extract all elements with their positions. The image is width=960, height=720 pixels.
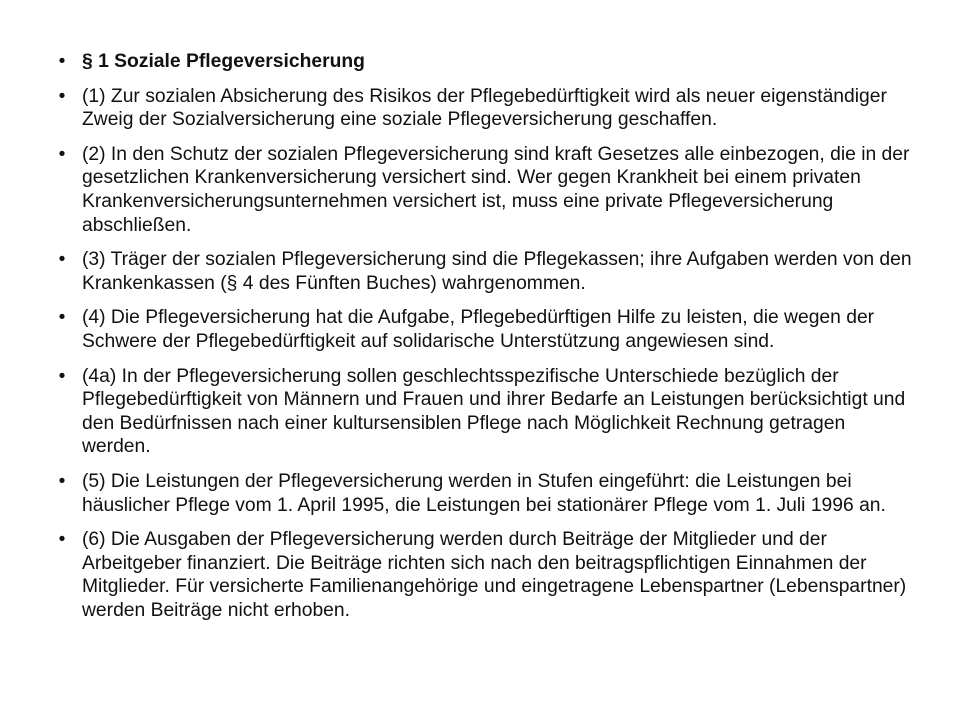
- paragraph-text: (4) Die Pflegeversicherung hat die Aufgabe, Pflegebedürftigen Hilfe zu leisten, die wegen der Schwere der Pflegebedürftigkeit auf solidarische Unterstützung angewiesen sind.: [82, 307, 875, 352]
- bullet-item-paragraph-2: [56, 143, 916, 237]
- bullet-item-paragraph-3: [56, 248, 916, 295]
- paragraph-text: (6) Die Ausgaben der Pflegeversicherung werden durch Beiträge der Mitglieder und der Arbeitgeber finanziert. Die Beiträge richten sich nach den beitragspflichtigen Einnahmen der Mitglieder. Für versicherte Familienangehörige und eingetragene Lebenspartner (Lebenspartner) werden Beiträge nicht erhoben.: [82, 529, 907, 621]
- bullet-icon: •: [58, 529, 66, 551]
- bullet-item-paragraph-4: [56, 306, 916, 353]
- bullet-icon: •: [58, 249, 66, 271]
- paragraph-text: (5) Die Leistungen der Pflegeversicherung werden in Stufen eingeführt: die Leistungen bei häuslicher Pflege vom 1. April 1995, die Leistungen bei stationärer Pflege vom 1. Juli 1996 an.: [82, 470, 886, 516]
- bullet-item-paragraph-5: [56, 470, 916, 517]
- bullet-list: [56, 50, 916, 633]
- section-heading: § 1 Soziale Pflegeversicherung: [82, 51, 365, 72]
- paragraph-text: (1) Zur sozialen Absicherung des Risikos der Pflegebedürftigkeit wird als neuer eigenständiger Zweig der Sozialversicherung eine soziale Pflegeversicherung geschaffen.: [82, 85, 887, 131]
- bullet-item-paragraph-1: [56, 85, 916, 132]
- bullet-icon: •: [58, 365, 66, 387]
- bullet-item-paragraph-4a: [56, 365, 916, 459]
- paragraph-text: (3) Träger der sozialen Pflegeversicherung sind die Pflegekassen; ihre Aufgaben werden von den Krankenkassen (§ 4 des Fünften Buches) wahrgenommen.: [82, 249, 912, 294]
- bullet-item-heading: [56, 50, 916, 74]
- paragraph-text: (2) In den Schutz der sozialen Pflegeversicherung sind kraft Gesetzes alle einbezogen, die in der gesetzlichen Krankenversicherung versichert sind. Wer gegen Krankheit bei einem privaten Krankenversicherungsunternehmen versichert ist, muss eine private Pflegeversicherung abschließen.: [82, 143, 910, 236]
- bullet-icon: •: [58, 51, 66, 72]
- bullet-item-paragraph-6: [56, 528, 916, 622]
- bullet-icon: •: [58, 143, 66, 165]
- bullet-icon: •: [58, 307, 66, 329]
- bullet-icon: •: [58, 470, 66, 492]
- bullet-icon: •: [58, 85, 66, 107]
- paragraph-text: (4a) In der Pflegeversicherung sollen geschlechtsspezifische Unterschiede bezüglich der Pflegebedürftigkeit von Männern und Frauen und ihrer Bedarfe an Leistungen berücksichtigt und den Bedürfnissen nach einer kultursensiblen Pflege nach Möglichkeit Rechnung getragen werden.: [82, 365, 906, 458]
